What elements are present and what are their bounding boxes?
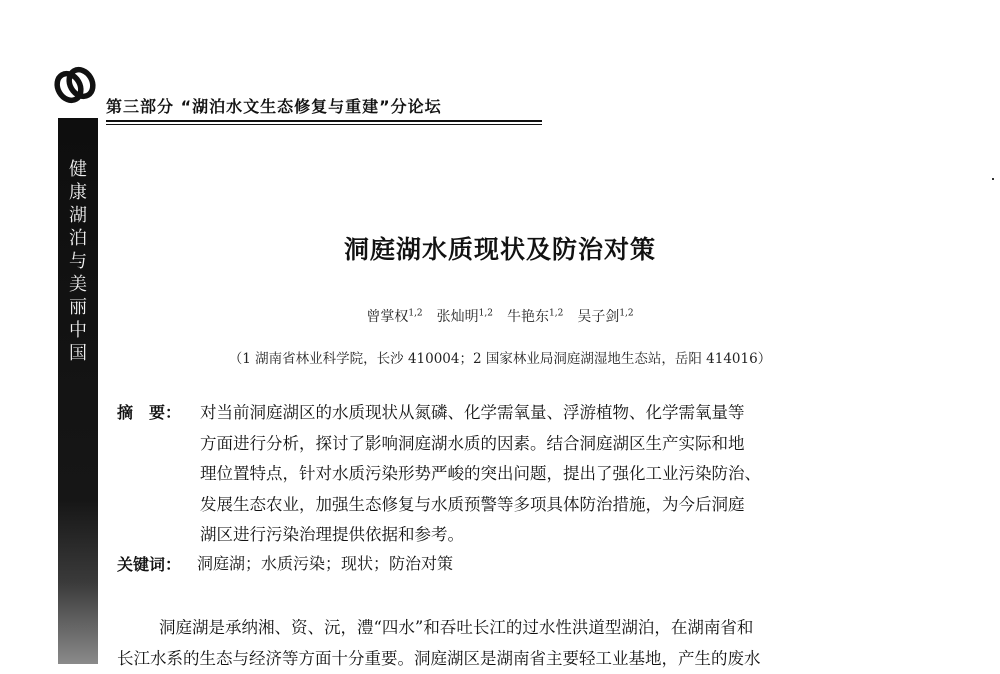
keywords-text: 洞庭湖；水质污染；现状；防治对策	[197, 554, 454, 573]
abstract-line: 理位置特点，针对水质污染形势严峻的突出问题，提出了强化工业污染防治、	[200, 464, 761, 483]
author-name: 吴子剑	[577, 309, 620, 325]
abstract-line: 方面进行分析，探讨了影响洞庭湖水质的因素。结合洞庭湖区生产实际和地	[200, 433, 745, 453]
body-paragraph	[117, 612, 891, 674]
side-char: 中	[69, 320, 87, 341]
publisher-logo-icon	[52, 62, 98, 108]
side-char: 健	[69, 159, 87, 180]
body-line: 洞庭湖是承纳湘、资、沅，澧“四水”和吞吐长江的过水性洪道型湖泊，在湖南省和	[159, 618, 754, 637]
keywords-label: 关键词：	[117, 555, 182, 574]
author-affil-mark: 1,2	[478, 308, 493, 319]
author-affil-mark: 1,2	[408, 308, 423, 319]
abstract-label: 摘 要：	[117, 403, 182, 422]
side-char: 丽	[69, 297, 87, 318]
side-char: 泊	[69, 228, 87, 249]
abstract-line: 发展生态农业，加强生态修复与水质预警等多项具体防治措施，为今后洞庭	[200, 494, 745, 514]
author-name: 曾掌权	[366, 309, 409, 325]
article-title: 洞庭湖水质现状及防治对策	[343, 235, 656, 264]
abstract-text	[197, 398, 891, 551]
author-affil-mark: 1,2	[549, 308, 564, 319]
side-char: 美	[69, 274, 87, 295]
side-char: 与	[69, 251, 87, 272]
scan-speck	[992, 178, 994, 180]
running-header: 第三部分 “湖泊水文生态修复与重建”分论坛	[106, 97, 442, 116]
header-rule-thin	[106, 124, 542, 125]
affiliations: （1 湖南省林业科学院，长沙 410004；2 国家林业局洞庭湖湿地生态站，岳阳 414016）	[228, 351, 772, 367]
author-list	[0, 306, 1000, 326]
author-name: 牛艳东	[507, 309, 549, 325]
side-char: 康	[69, 182, 87, 203]
side-char: 国	[69, 343, 87, 364]
abstract-line: 湖区进行污染治理提供依据和参考。	[200, 525, 464, 544]
header-rule	[106, 120, 542, 122]
author-affil-mark: 1,2	[619, 308, 634, 319]
body-line: 长江水系的生态与经济等方面十分重要。洞庭湖区是湖南省主要轻工业基地，产生的废水	[117, 649, 761, 668]
abstract-line: 对当前洞庭湖区的水质现状从氮磷、化学需氧量、浮游植物、化学需氧量等	[200, 403, 745, 422]
side-char: 湖	[69, 205, 87, 226]
author-name: 张灿明	[436, 309, 479, 325]
side-banner	[58, 118, 98, 664]
